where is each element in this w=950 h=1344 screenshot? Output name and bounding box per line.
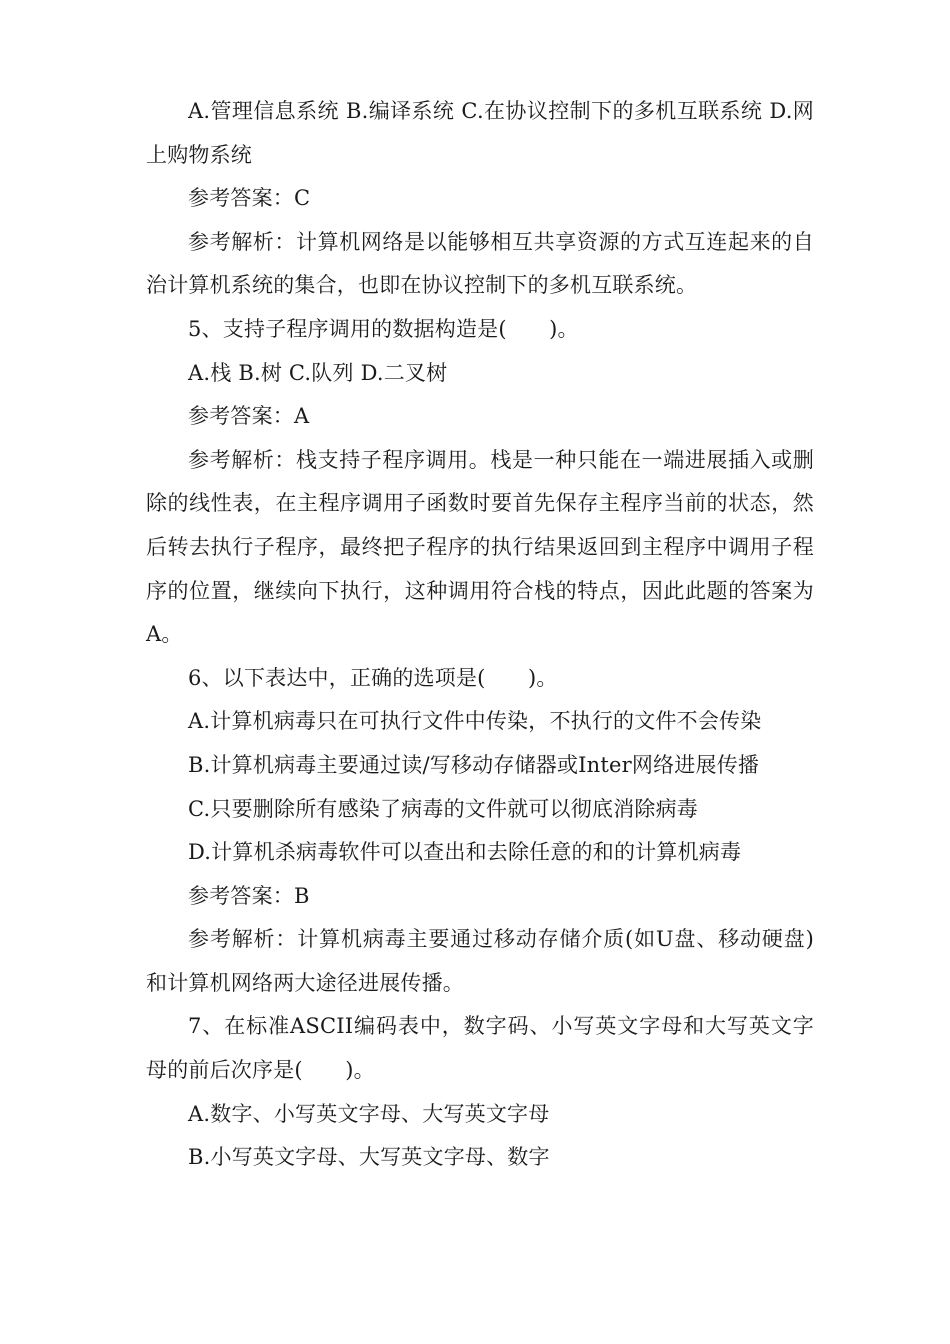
- q5-answer: 参考答案：A: [188, 404, 310, 429]
- q5-explanation: 参考解析：栈支持子程序调用。栈是一种只能在一端进展插入或删除的线性表，在主程序调用子函数时要首先保存主程序当前的状态，然后转去执行子程序，最终把子程序的执行结果返回到主程序中调用子程序的位置，继续向下执行，这种调用符合栈的特点，因此此题的答案为A。: [146, 447, 814, 647]
- q6-option-b: B.计算机病毒主要通过读/写移动存储器或Inter网络进展传播: [188, 752, 760, 777]
- q7-question: 7、在标准ASCII编码表中，数字码、小写英文字母和大写英文字母的前后次序是( )。: [146, 1014, 814, 1083]
- q7-option-a: A.数字、小写英文字母、大写英文字母: [188, 1101, 550, 1126]
- q6-option-a: A.计算机病毒只在可执行文件中传染，不执行的文件不会传染: [188, 709, 762, 734]
- q4-explanation: 参考解析：计算机网络是以能够相互共享资源的方式互连起来的自治计算机系统的集合，也即在协议控制下的多机互联系统。: [146, 229, 814, 298]
- document-body: [146, 90, 814, 1180]
- q4-answer: 参考答案：C: [188, 186, 311, 211]
- q6-explanation: 参考解析：计算机病毒主要通过移动存储介质(如U盘、移动硬盘)和计算机网络两大途径进展传播。: [146, 927, 814, 995]
- q6-question: 6、以下表达中，正确的选项是( )。: [188, 665, 558, 690]
- q4-options: A.管理信息系统 B.编译系统 C.在协议控制下的多机互联系统 D.网上购物系统: [146, 99, 814, 167]
- q6-option-d: D.计算机杀病毒软件可以查出和去除任意的和的计算机病毒: [188, 840, 742, 865]
- q6-option-c: C.只要删除所有感染了病毒的文件就可以彻底消除病毒: [188, 796, 698, 821]
- q5-options: A.栈 B.树 C.队列 D.二叉树: [188, 360, 448, 385]
- q6-answer: 参考答案：B: [188, 883, 310, 908]
- q5-question: 5、支持子程序调用的数据构造是( )。: [188, 316, 579, 341]
- q7-option-b: B.小写英文字母、大写英文字母、数字: [188, 1145, 550, 1170]
